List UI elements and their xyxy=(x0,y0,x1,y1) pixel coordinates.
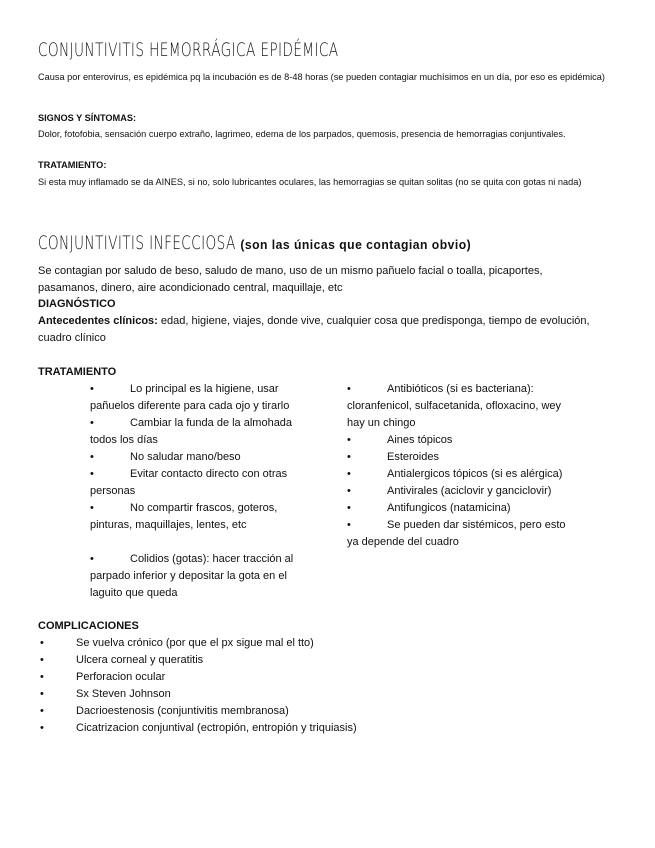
list-item: • Se vuelva crónico (por que el px sigue mal el tto) xyxy=(38,635,538,652)
diagnosis-label: Antecedentes clínicos: xyxy=(38,315,158,327)
infecciosa-intro: Se contagian por saludo de beso, saludo de mano, uso de un mismo pañuelo facial o toalla, picaportes, pasamanos, dinero, aire acondicionado central, maquillaje, etc xyxy=(38,265,543,294)
treatment-heading-2: TRATAMIENTO xyxy=(38,366,117,378)
title-text: CONJUNTIVITIS INFECCIOSA xyxy=(38,232,236,254)
list-item: • Lo principal es la higiene, usar pañuelos diferente para cada ojo y tirarlo xyxy=(90,381,315,415)
treatment-right-list xyxy=(347,381,572,551)
list-item: • Ulcera corneal y queratitis xyxy=(38,652,538,669)
diagnosis-body: edad, higiene, viajes, donde vive, cualquier cosa que predisponga, tiempo de evolución, cuadro clínico xyxy=(38,315,590,344)
title-subtitle: (son las únicas que contagian obvio) xyxy=(240,238,472,252)
treatment-text-1: Si esta muy inflamado se da AINES, si no, solo lubricantes oculares, las hemorragias se quitan solitas (no se quita con gotas ni nada) xyxy=(38,177,582,187)
complications-list xyxy=(38,635,538,737)
list-item: • Se pueden dar sistémicos, pero esto ya depende del cuadro xyxy=(347,517,572,551)
list-item: • Antialergicos tópicos (si es alérgica) xyxy=(347,466,572,483)
list-item: • Perforacion ocular xyxy=(38,669,538,686)
diagnosis-heading: DIAGNÓSTICO xyxy=(38,298,116,310)
list-item: • Antibióticos (si es bacteriana): cloranfenicol, sulfacetanida, ofloxacino, wey hay un chingo xyxy=(347,381,572,432)
signs-text: Dolor, fotofobia, sensación cuerpo extraño, lagrimeo, edema de los parpados, quemosis, presencia de hemorragias conjuntivales. xyxy=(38,129,566,139)
list-item: • Colidios (gotas): hacer tracción al parpado inferior y depositar la gota en el laguito que queda xyxy=(90,551,315,602)
list-item: • No compartir frascos, goteros, pinturas, maquillajes, lentes, etc xyxy=(90,500,315,534)
treatment-heading-1: TRATAMIENTO: xyxy=(38,160,107,170)
hemorragica-intro: Causa por enterovirus, es epidémica pq la incubación es de 8-48 horas (se pueden contagiar muchísimos en un día, por eso es epidémica) xyxy=(38,72,605,82)
list-item: • Esteroides xyxy=(347,449,572,466)
complications-heading: COMPLICACIONES xyxy=(38,620,139,632)
section-title-hemorragica: CONJUNTIVITIS HEMORRÁGICA EPIDÉMICA xyxy=(38,39,339,61)
list-item: • Cicatrizacion conjuntival (ectropión, entropión y triquiasis) xyxy=(38,720,538,737)
treatment-left-list xyxy=(90,381,315,602)
list-item: • No saludar mano/beso xyxy=(90,449,315,466)
list-item: • Sx Steven Johnson xyxy=(38,686,538,703)
list-item: • Dacrioestenosis (conjuntivitis membranosa) xyxy=(38,703,538,720)
list-item: • Antivirales (aciclovir y ganciclovir) xyxy=(347,483,572,500)
list-item: • Antifungicos (natamicina) xyxy=(347,500,572,517)
list-item: • Aines tópicos xyxy=(347,432,572,449)
signs-heading: SIGNOS Y SÍNTOMAS: xyxy=(38,113,137,123)
section-title-infecciosa xyxy=(38,232,472,254)
list-item: • Evitar contacto directo con otras personas xyxy=(90,466,315,500)
list-item: • Cambiar la funda de la almohada todos los días xyxy=(90,415,315,449)
diagnosis-text xyxy=(38,313,598,347)
